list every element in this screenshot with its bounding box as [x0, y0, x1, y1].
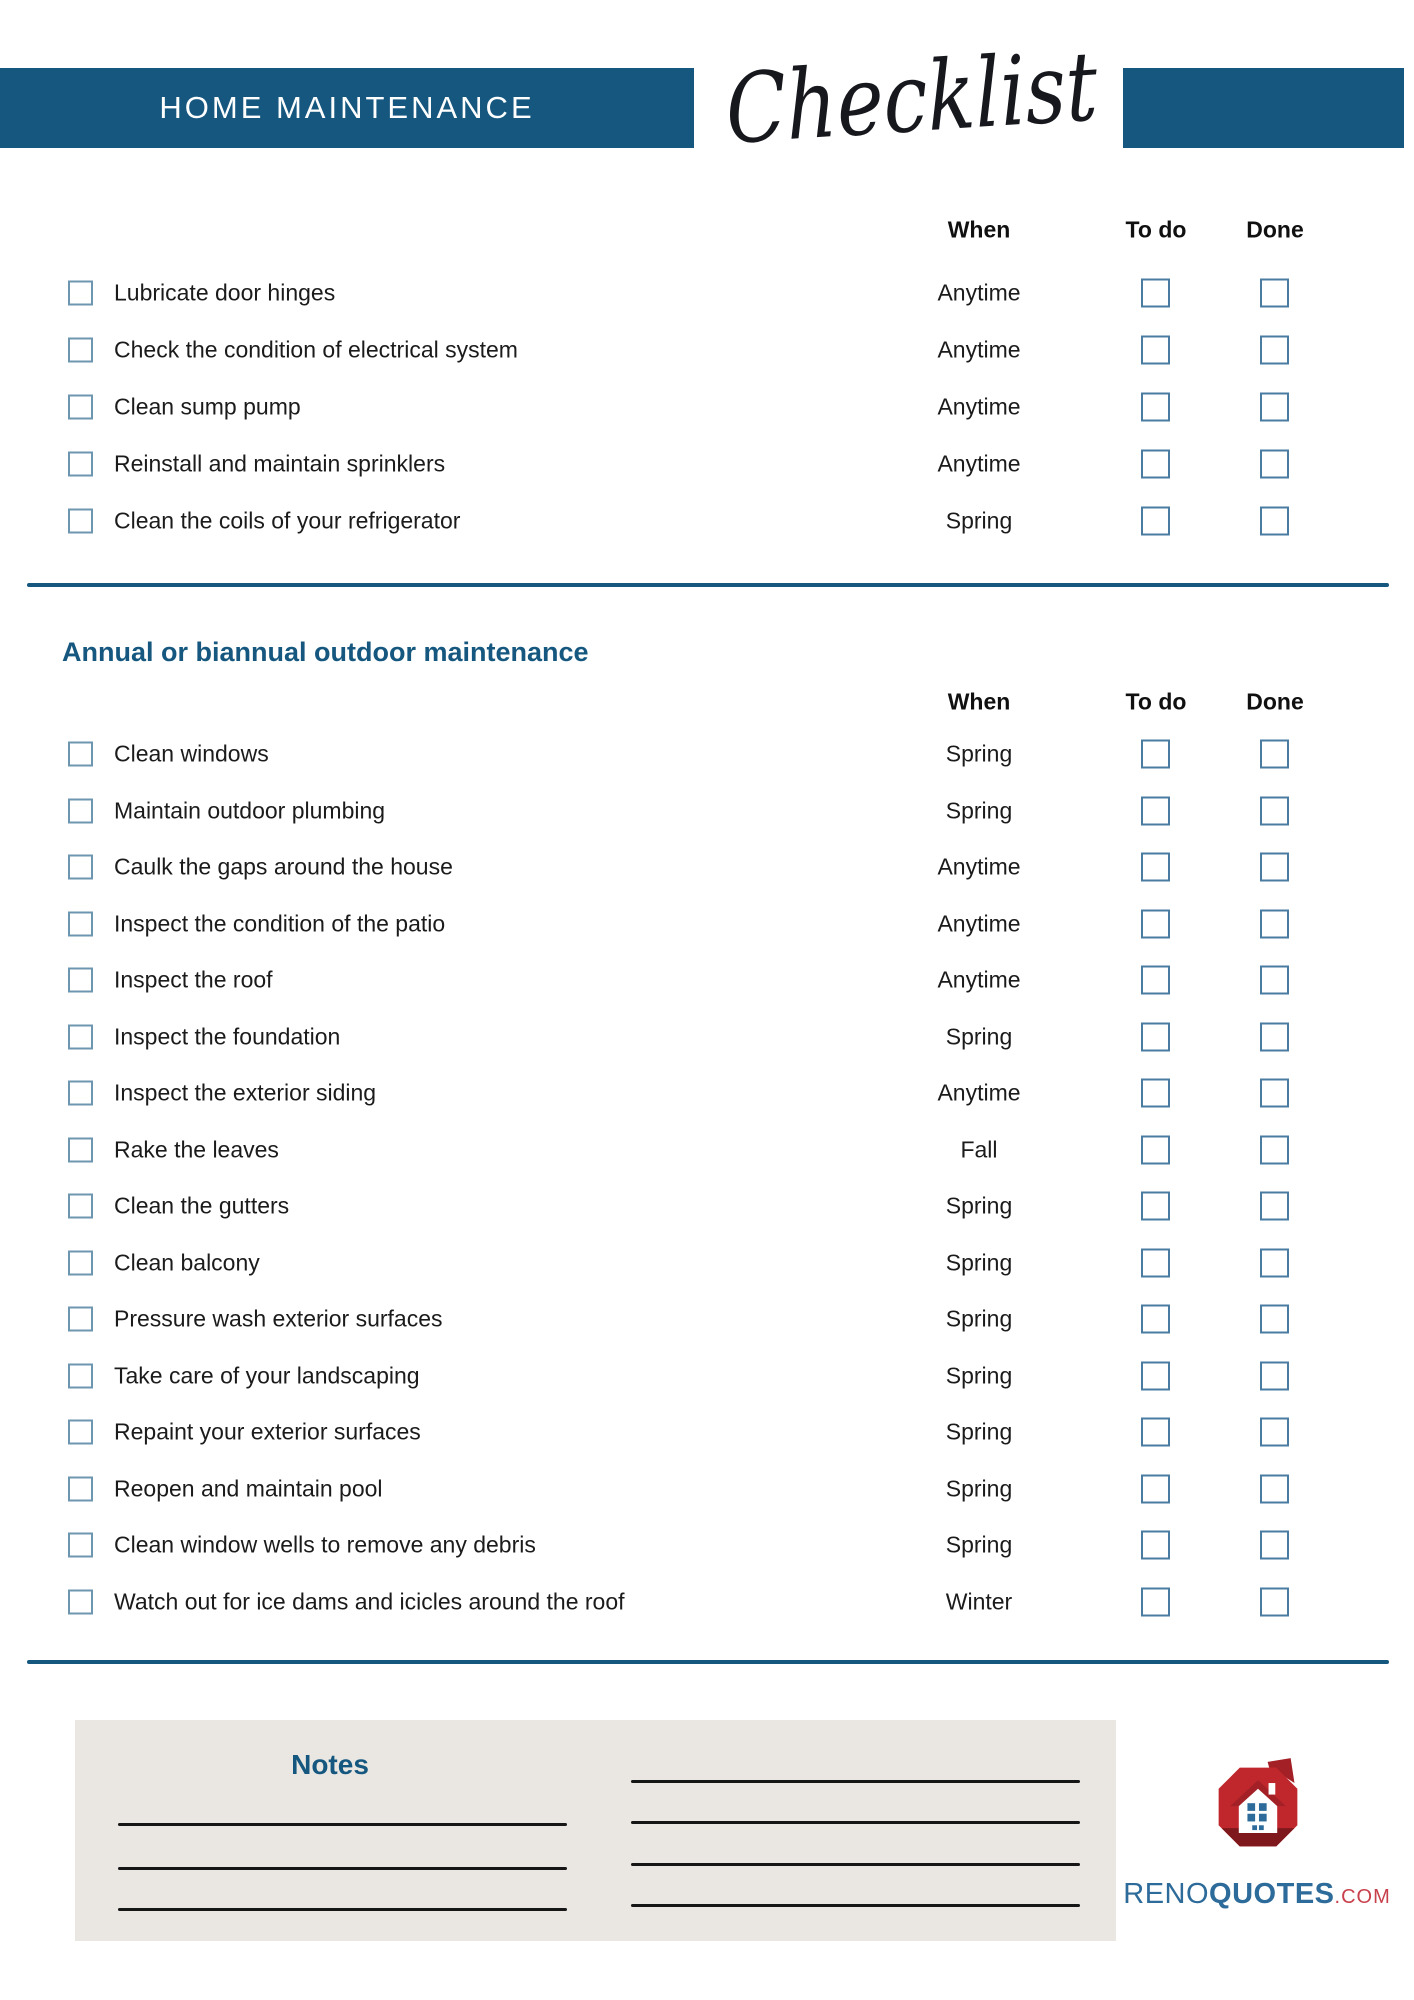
checklist-row — [0, 839, 1414, 896]
task-label: Clean the gutters — [114, 1192, 290, 1219]
task-label: Reinstall and maintain sprinklers — [114, 450, 446, 476]
checklist-section-2 — [0, 726, 1414, 1630]
done-checkbox[interactable] — [1260, 1418, 1289, 1447]
task-label: Take care of your landscaping — [114, 1362, 420, 1389]
task-checkbox[interactable] — [68, 1476, 93, 1501]
checklist-row — [0, 783, 1414, 840]
done-checkbox[interactable] — [1260, 966, 1289, 995]
done-checkbox[interactable] — [1260, 853, 1289, 882]
task-checkbox[interactable] — [68, 451, 93, 476]
todo-checkbox[interactable] — [1141, 1135, 1170, 1164]
task-label: Inspect the condition of the patio — [114, 910, 446, 937]
column-header-done: Done — [1246, 216, 1304, 243]
when-value: Spring — [945, 740, 1013, 767]
task-checkbox[interactable] — [68, 1081, 93, 1106]
todo-checkbox[interactable] — [1141, 1248, 1170, 1277]
when-value: Spring — [945, 507, 1013, 533]
task-checkbox[interactable] — [68, 798, 93, 823]
when-value: Anytime — [937, 853, 1021, 880]
task-checkbox[interactable] — [68, 911, 93, 936]
task-label: Clean balcony — [114, 1249, 260, 1276]
todo-checkbox[interactable] — [1141, 1474, 1170, 1503]
task-checkbox[interactable] — [68, 1137, 93, 1162]
task-checkbox[interactable] — [68, 968, 93, 993]
todo-checkbox[interactable] — [1141, 506, 1170, 535]
when-value: Spring — [945, 1305, 1013, 1332]
notes-writing-line — [631, 1863, 1080, 1866]
when-value: Anytime — [937, 393, 1021, 419]
todo-checkbox[interactable] — [1141, 1418, 1170, 1447]
logo-text-reno: RENO — [1123, 1878, 1210, 1910]
task-label: Rake the leaves — [114, 1136, 279, 1163]
checklist-row — [0, 1291, 1414, 1348]
checklist-section-1 — [0, 264, 1414, 549]
task-checkbox[interactable] — [68, 1250, 93, 1275]
when-value: Spring — [945, 1023, 1013, 1050]
task-checkbox[interactable] — [68, 394, 93, 419]
when-value: Anytime — [937, 1079, 1021, 1106]
column-header-when: When — [947, 688, 1011, 715]
task-checkbox[interactable] — [68, 508, 93, 533]
checklist-row — [0, 1574, 1414, 1631]
todo-checkbox[interactable] — [1141, 1022, 1170, 1051]
done-checkbox[interactable] — [1260, 1587, 1289, 1616]
column-headers-section-2 — [0, 682, 1414, 722]
checklist-row — [0, 264, 1414, 321]
todo-checkbox[interactable] — [1141, 853, 1170, 882]
notes-writing-line — [631, 1821, 1080, 1824]
done-checkbox[interactable] — [1260, 740, 1289, 769]
checklist-row — [0, 1065, 1414, 1122]
todo-checkbox[interactable] — [1141, 1079, 1170, 1108]
task-label: Repaint your exterior surfaces — [114, 1418, 421, 1445]
done-checkbox[interactable] — [1260, 449, 1289, 478]
section-divider — [27, 583, 1389, 587]
done-checkbox[interactable] — [1260, 1361, 1289, 1390]
todo-checkbox[interactable] — [1141, 449, 1170, 478]
task-label: Pressure wash exterior surfaces — [114, 1305, 443, 1332]
todo-checkbox[interactable] — [1141, 1587, 1170, 1616]
task-label: Clean windows — [114, 740, 269, 767]
section-divider — [27, 1660, 1389, 1664]
when-value: Anytime — [937, 910, 1021, 937]
when-value: Winter — [945, 1588, 1013, 1615]
checklist-row — [0, 1517, 1414, 1574]
done-checkbox[interactable] — [1260, 1305, 1289, 1334]
notes-writing-line — [118, 1867, 567, 1870]
checklist-row — [0, 1348, 1414, 1405]
checklist-row — [0, 321, 1414, 378]
task-label: Clean sump pump — [114, 393, 301, 419]
done-checkbox[interactable] — [1260, 1248, 1289, 1277]
todo-checkbox[interactable] — [1141, 1192, 1170, 1221]
task-label: Maintain outdoor plumbing — [114, 797, 386, 824]
when-value: Spring — [945, 1192, 1013, 1219]
task-checkbox[interactable] — [68, 1533, 93, 1558]
when-value: Spring — [945, 1362, 1013, 1389]
when-value: Spring — [945, 1531, 1013, 1558]
task-label: Check the condition of electrical system — [114, 336, 518, 362]
task-checkbox[interactable] — [68, 337, 93, 362]
checklist-row — [0, 1009, 1414, 1066]
task-label: Reopen and maintain pool — [114, 1475, 383, 1502]
notes-title: Notes — [291, 1749, 369, 1780]
checklist-row — [0, 896, 1414, 953]
house-icon — [1210, 1758, 1306, 1858]
notes-writing-line — [631, 1780, 1080, 1783]
task-checkbox[interactable] — [68, 1194, 93, 1219]
when-value: Anytime — [937, 336, 1021, 362]
task-checkbox[interactable] — [68, 855, 93, 880]
task-label: Lubricate door hinges — [114, 279, 336, 305]
task-checkbox[interactable] — [68, 280, 93, 305]
done-checkbox[interactable] — [1260, 796, 1289, 825]
notes-writing-line — [118, 1908, 567, 1911]
checklist-row — [0, 726, 1414, 783]
notes-writing-line — [118, 1823, 567, 1826]
column-headers-section-1 — [0, 210, 1414, 250]
done-checkbox[interactable] — [1260, 1531, 1289, 1560]
todo-checkbox[interactable] — [1141, 796, 1170, 825]
task-label: Inspect the roof — [114, 966, 273, 993]
title-banner — [0, 68, 694, 148]
checklist-row — [0, 1235, 1414, 1292]
checklist-row — [0, 435, 1414, 492]
done-checkbox[interactable] — [1260, 278, 1289, 307]
task-checkbox[interactable] — [68, 1024, 93, 1049]
checklist-row — [0, 1461, 1414, 1518]
todo-checkbox[interactable] — [1141, 909, 1170, 938]
when-value: Anytime — [937, 966, 1021, 993]
when-value: Spring — [945, 1418, 1013, 1445]
when-value: Spring — [945, 797, 1013, 824]
task-checkbox[interactable] — [68, 1307, 93, 1332]
task-checkbox[interactable] — [68, 1589, 93, 1614]
done-checkbox[interactable] — [1260, 392, 1289, 421]
logo-text-tld: .COM — [1334, 1886, 1391, 1908]
section-2-title: Annual or biannual outdoor maintenance — [62, 637, 589, 667]
script-title: Checklist — [724, 30, 1100, 166]
checklist-row — [0, 492, 1414, 549]
task-checkbox[interactable] — [68, 742, 93, 767]
when-value: Anytime — [937, 450, 1021, 476]
when-value: Fall — [960, 1136, 998, 1163]
todo-checkbox[interactable] — [1141, 1531, 1170, 1560]
logo-text-quotes: QUOTES — [1209, 1878, 1335, 1910]
done-checkbox[interactable] — [1260, 335, 1289, 364]
task-checkbox[interactable] — [68, 1363, 93, 1388]
page-title: HOME MAINTENANCE — [159, 90, 535, 125]
todo-checkbox[interactable] — [1141, 966, 1170, 995]
task-label: Watch out for ice dams and icicles around the roof — [114, 1588, 625, 1615]
checklist-row — [0, 1404, 1414, 1461]
done-checkbox[interactable] — [1260, 1474, 1289, 1503]
done-checkbox[interactable] — [1260, 1135, 1289, 1164]
done-checkbox[interactable] — [1260, 1079, 1289, 1108]
header-accent-bar — [1123, 68, 1404, 148]
when-value: Spring — [945, 1475, 1013, 1502]
checklist-row — [0, 378, 1414, 435]
column-header-todo: To do — [1125, 688, 1187, 715]
column-header-todo: To do — [1125, 216, 1187, 243]
logo-wordmark — [1110, 1878, 1404, 1911]
when-value: Spring — [945, 1249, 1013, 1276]
task-checkbox[interactable] — [68, 1420, 93, 1445]
column-header-when: When — [947, 216, 1011, 243]
when-value: Anytime — [937, 279, 1021, 305]
done-checkbox[interactable] — [1260, 506, 1289, 535]
column-header-done: Done — [1246, 688, 1304, 715]
checklist-row — [0, 1122, 1414, 1179]
todo-checkbox[interactable] — [1141, 740, 1170, 769]
todo-checkbox[interactable] — [1141, 278, 1170, 307]
checklist-row — [0, 952, 1414, 1009]
notes-writing-line — [631, 1904, 1080, 1907]
done-checkbox[interactable] — [1260, 1192, 1289, 1221]
todo-checkbox[interactable] — [1141, 1305, 1170, 1334]
checklist-row — [0, 1178, 1414, 1235]
task-label: Clean window wells to remove any debris — [114, 1531, 536, 1558]
done-checkbox[interactable] — [1260, 909, 1289, 938]
todo-checkbox[interactable] — [1141, 335, 1170, 364]
todo-checkbox[interactable] — [1141, 392, 1170, 421]
task-label: Inspect the foundation — [114, 1023, 341, 1050]
task-label: Caulk the gaps around the house — [114, 853, 453, 880]
task-label: Inspect the exterior siding — [114, 1079, 377, 1106]
done-checkbox[interactable] — [1260, 1022, 1289, 1051]
script-title-wrap — [712, 18, 1112, 178]
task-label: Clean the coils of your refrigerator — [114, 507, 461, 533]
todo-checkbox[interactable] — [1141, 1361, 1170, 1390]
